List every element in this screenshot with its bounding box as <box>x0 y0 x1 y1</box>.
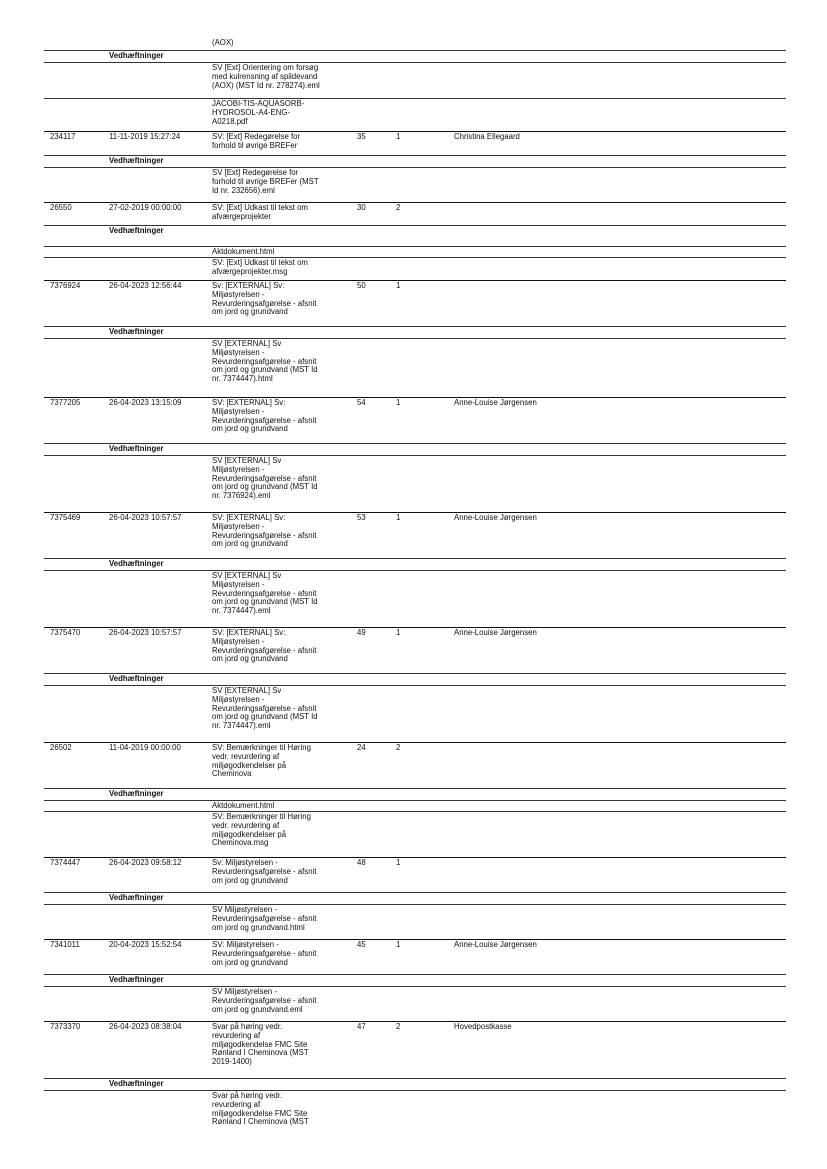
attachment-title: SV [EXTERNAL] Sv Miljøstyrelsen - Revurderingsafgørelse - afsnit om jord og grundvand (MST Id nr. 7374447).html <box>212 339 318 384</box>
document-title: SV: [EXTERNAL] Sv: Miljøstyrelsen - Revurderingsafgørelse - afsnit om jord og grundvand <box>212 398 317 434</box>
document-id: 7374447 <box>50 858 81 867</box>
attachments-label: Vedhæftninger <box>109 975 164 984</box>
document-id: 7375470 <box>50 628 81 637</box>
attachment-title: SV: Bemærkninger til Høring vedr. revurdering af miljøgodkendelser på Cheminova.msg <box>212 812 311 848</box>
attachments-header-row <box>44 558 786 570</box>
attachment-title: SV: [Ext] Udkast til tekst om afværgeprojekter.msg <box>212 258 308 276</box>
document-category: 2 <box>396 743 401 752</box>
document-date: 11-04-2019 00:00:00 <box>109 743 181 752</box>
document-category: 1 <box>396 398 401 407</box>
document-id: 26550 <box>50 203 72 212</box>
document-number: 48 <box>357 858 366 867</box>
document-date: 26-04-2023 09:58:12 <box>109 858 182 867</box>
document-number: 45 <box>357 940 366 949</box>
document-title: Sv: [EXTERNAL] Sv: Miljøstyrelsen - Revurderingsafgørelse - afsnit om jord og grundvand <box>212 281 317 317</box>
document-row <box>44 857 786 892</box>
document-title: Svar på høring vedr. revurdering af miljøgodkendelse FMC Site Rønland I Cheminova (MST 2019-1400) <box>212 1022 309 1067</box>
document-number: 53 <box>357 513 366 522</box>
document-date: 11-11-2019 15:27:24 <box>109 132 181 141</box>
attachment-row <box>44 1090 786 1141</box>
attachments-header-row <box>44 1078 786 1090</box>
attachment-title: SV Miljøstyrelsen - Revurderingsafgørelse - afsnit om jord og grundvand.html <box>212 905 317 932</box>
attachments-header-row <box>44 673 786 685</box>
document-number: 47 <box>357 1022 366 1031</box>
document-sender: Anne-Louise Jørgensen <box>454 513 537 522</box>
document-row <box>44 280 786 326</box>
attachments-header-row <box>44 225 786 246</box>
document-sender: Anne-Louise Jørgensen <box>454 628 537 637</box>
attachment-title: SV [EXTERNAL] Sv Miljøstyrelsen - Revurderingsafgørelse - afsnit om jord og grundvand (MST Id nr. 7376924).eml <box>212 456 318 501</box>
document-date: 26-04-2023 12:56:44 <box>109 281 182 290</box>
document-row <box>44 939 786 974</box>
document-title: SV: [Ext] Redegørelse for forhold til øvrige BREFer <box>212 132 301 150</box>
attachment-row <box>44 986 786 1021</box>
attachment-title: JACOBI-TIS-AQUASORB- HYDROSOL-A4-ENG- A0218.pdf <box>212 99 305 126</box>
document-row <box>44 512 786 558</box>
attachment-row <box>44 38 786 50</box>
document-id: 7375469 <box>50 513 81 522</box>
attachment-title: SV [EXTERNAL] Sv Miljøstyrelsen - Revurderingsafgørelse - afsnit om jord og grundvand (MST Id nr. 7374447).eml <box>212 686 318 731</box>
attachments-header-row <box>44 326 786 338</box>
attachment-title: SV [Ext] Orientering om forsøg med kulrensning af spildevand (AOX) (MST Id nr. 278274).eml <box>212 63 320 90</box>
attachments-header-row <box>44 974 786 986</box>
document-row <box>44 1021 786 1078</box>
document-sender: Christina Ellegaard <box>454 132 520 141</box>
document-number: 54 <box>357 398 366 407</box>
document-number: 50 <box>357 281 366 290</box>
attachment-title: (AOX) <box>212 38 234 47</box>
document-id: 7376924 <box>50 281 81 290</box>
attachment-title: SV Miljøstyrelsen - Revurderingsafgørelse - afsnit om jord og grundvand.eml <box>212 987 317 1014</box>
attachments-header-row <box>44 788 786 800</box>
document-title: SV: Bemærkninger til Høring vedr. revurdering af miljøgodkendelser på Cheminova <box>212 743 311 779</box>
document-title: SV: Miljøstyrelsen - Revurderingsafgørelse - afsnit om jord og grundvand <box>212 940 317 967</box>
attachments-label: Vedhæftninger <box>109 674 164 683</box>
attachments-label: Vedhæftninger <box>109 444 164 453</box>
document-category: 2 <box>396 203 401 212</box>
attachments-label: Vedhæftninger <box>109 893 164 902</box>
attachment-row <box>44 246 786 257</box>
attachment-title: SV [Ext] Redegørelse for forhold til øvrige BREFer (MST Id nr. 232656).eml <box>212 168 319 195</box>
document-category: 1 <box>396 281 401 290</box>
attachment-row <box>44 570 786 627</box>
document-category: 1 <box>396 132 401 141</box>
document-title: SV: [EXTERNAL] Sv: Miljøstyrelsen - Revurderingsafgørelse - afsnit om jord og grundvand <box>212 628 317 664</box>
attachments-label: Vedhæftninger <box>109 1079 164 1088</box>
document-row <box>44 131 786 155</box>
attachment-row <box>44 62 786 98</box>
attachments-header-row <box>44 443 786 455</box>
attachment-title: Aktdokument.html <box>212 801 275 810</box>
attachments-label: Vedhæftninger <box>109 226 164 235</box>
attachments-header-row <box>44 155 786 167</box>
attachments-label: Vedhæftninger <box>109 327 164 336</box>
document-id: 7341011 <box>50 940 80 949</box>
attachment-row <box>44 904 786 939</box>
attachment-row <box>44 98 786 131</box>
attachments-header-row <box>44 50 786 62</box>
document-category: 1 <box>396 940 401 949</box>
document-table <box>44 38 786 1141</box>
attachment-title: Aktdokument.html <box>212 247 275 256</box>
document-category: 1 <box>396 858 401 867</box>
document-number: 30 <box>357 203 366 212</box>
document-date: 26-04-2023 10:57:57 <box>109 628 182 637</box>
document-category: 1 <box>396 513 401 522</box>
document-number: 24 <box>357 743 366 752</box>
document-date: 26-04-2023 10:57:57 <box>109 513 182 522</box>
document-row <box>44 202 786 225</box>
attachments-label: Vedhæftninger <box>109 156 164 165</box>
document-date: 26-04-2023 13:15:09 <box>109 398 182 407</box>
attachment-row <box>44 455 786 512</box>
attachment-row <box>44 685 786 742</box>
document-row <box>44 397 786 443</box>
document-title: SV: [Ext] Udkast til tekst om afværgeprojekter <box>212 203 308 221</box>
document-id: 26502 <box>50 743 72 752</box>
document-id: 7377205 <box>50 398 81 407</box>
document-sender: Hovedpostkasse <box>454 1022 512 1031</box>
document-date: 26-04-2023 08:38:04 <box>109 1022 182 1031</box>
attachment-row <box>44 167 786 202</box>
document-sender: Anne-Louise Jørgensen <box>454 940 537 949</box>
attachments-label: Vedhæftninger <box>109 559 164 568</box>
document-date: 27-02-2019 00:00:00 <box>109 203 182 212</box>
attachment-title: Svar på høring vedr. revurdering af miljøgodkendelse FMC Site Rønland I Cheminova (MST <box>212 1091 309 1127</box>
document-number: 49 <box>357 628 366 637</box>
document-id: 7373370 <box>50 1022 81 1031</box>
document-row <box>44 627 786 673</box>
document-date: 20-04-2023 15:52:54 <box>109 940 182 949</box>
attachment-row <box>44 338 786 397</box>
attachment-row <box>44 811 786 857</box>
attachments-label: Vedhæftninger <box>109 789 164 798</box>
document-category: 2 <box>396 1022 401 1031</box>
document-category: 1 <box>396 628 401 637</box>
document-sender: Anne-Louise Jørgensen <box>454 398 537 407</box>
attachment-title: SV [EXTERNAL] Sv Miljøstyrelsen - Revurderingsafgørelse - afsnit om jord og grundvand (MST Id nr. 7374447).eml <box>212 571 318 616</box>
document-row <box>44 742 786 788</box>
attachments-header-row <box>44 892 786 904</box>
attachments-label: Vedhæftninger <box>109 51 164 60</box>
attachment-row <box>44 800 786 811</box>
document-title: SV: [EXTERNAL] Sv: Miljøstyrelsen - Revurderingsafgørelse - afsnit om jord og grundvand <box>212 513 317 549</box>
attachment-row <box>44 257 786 280</box>
document-id: 234117 <box>50 132 76 141</box>
document-title: Sv: Miljøstyrelsen - Revurderingsafgørelse - afsnit om jord og grundvand <box>212 858 317 885</box>
document-number: 35 <box>357 132 366 141</box>
